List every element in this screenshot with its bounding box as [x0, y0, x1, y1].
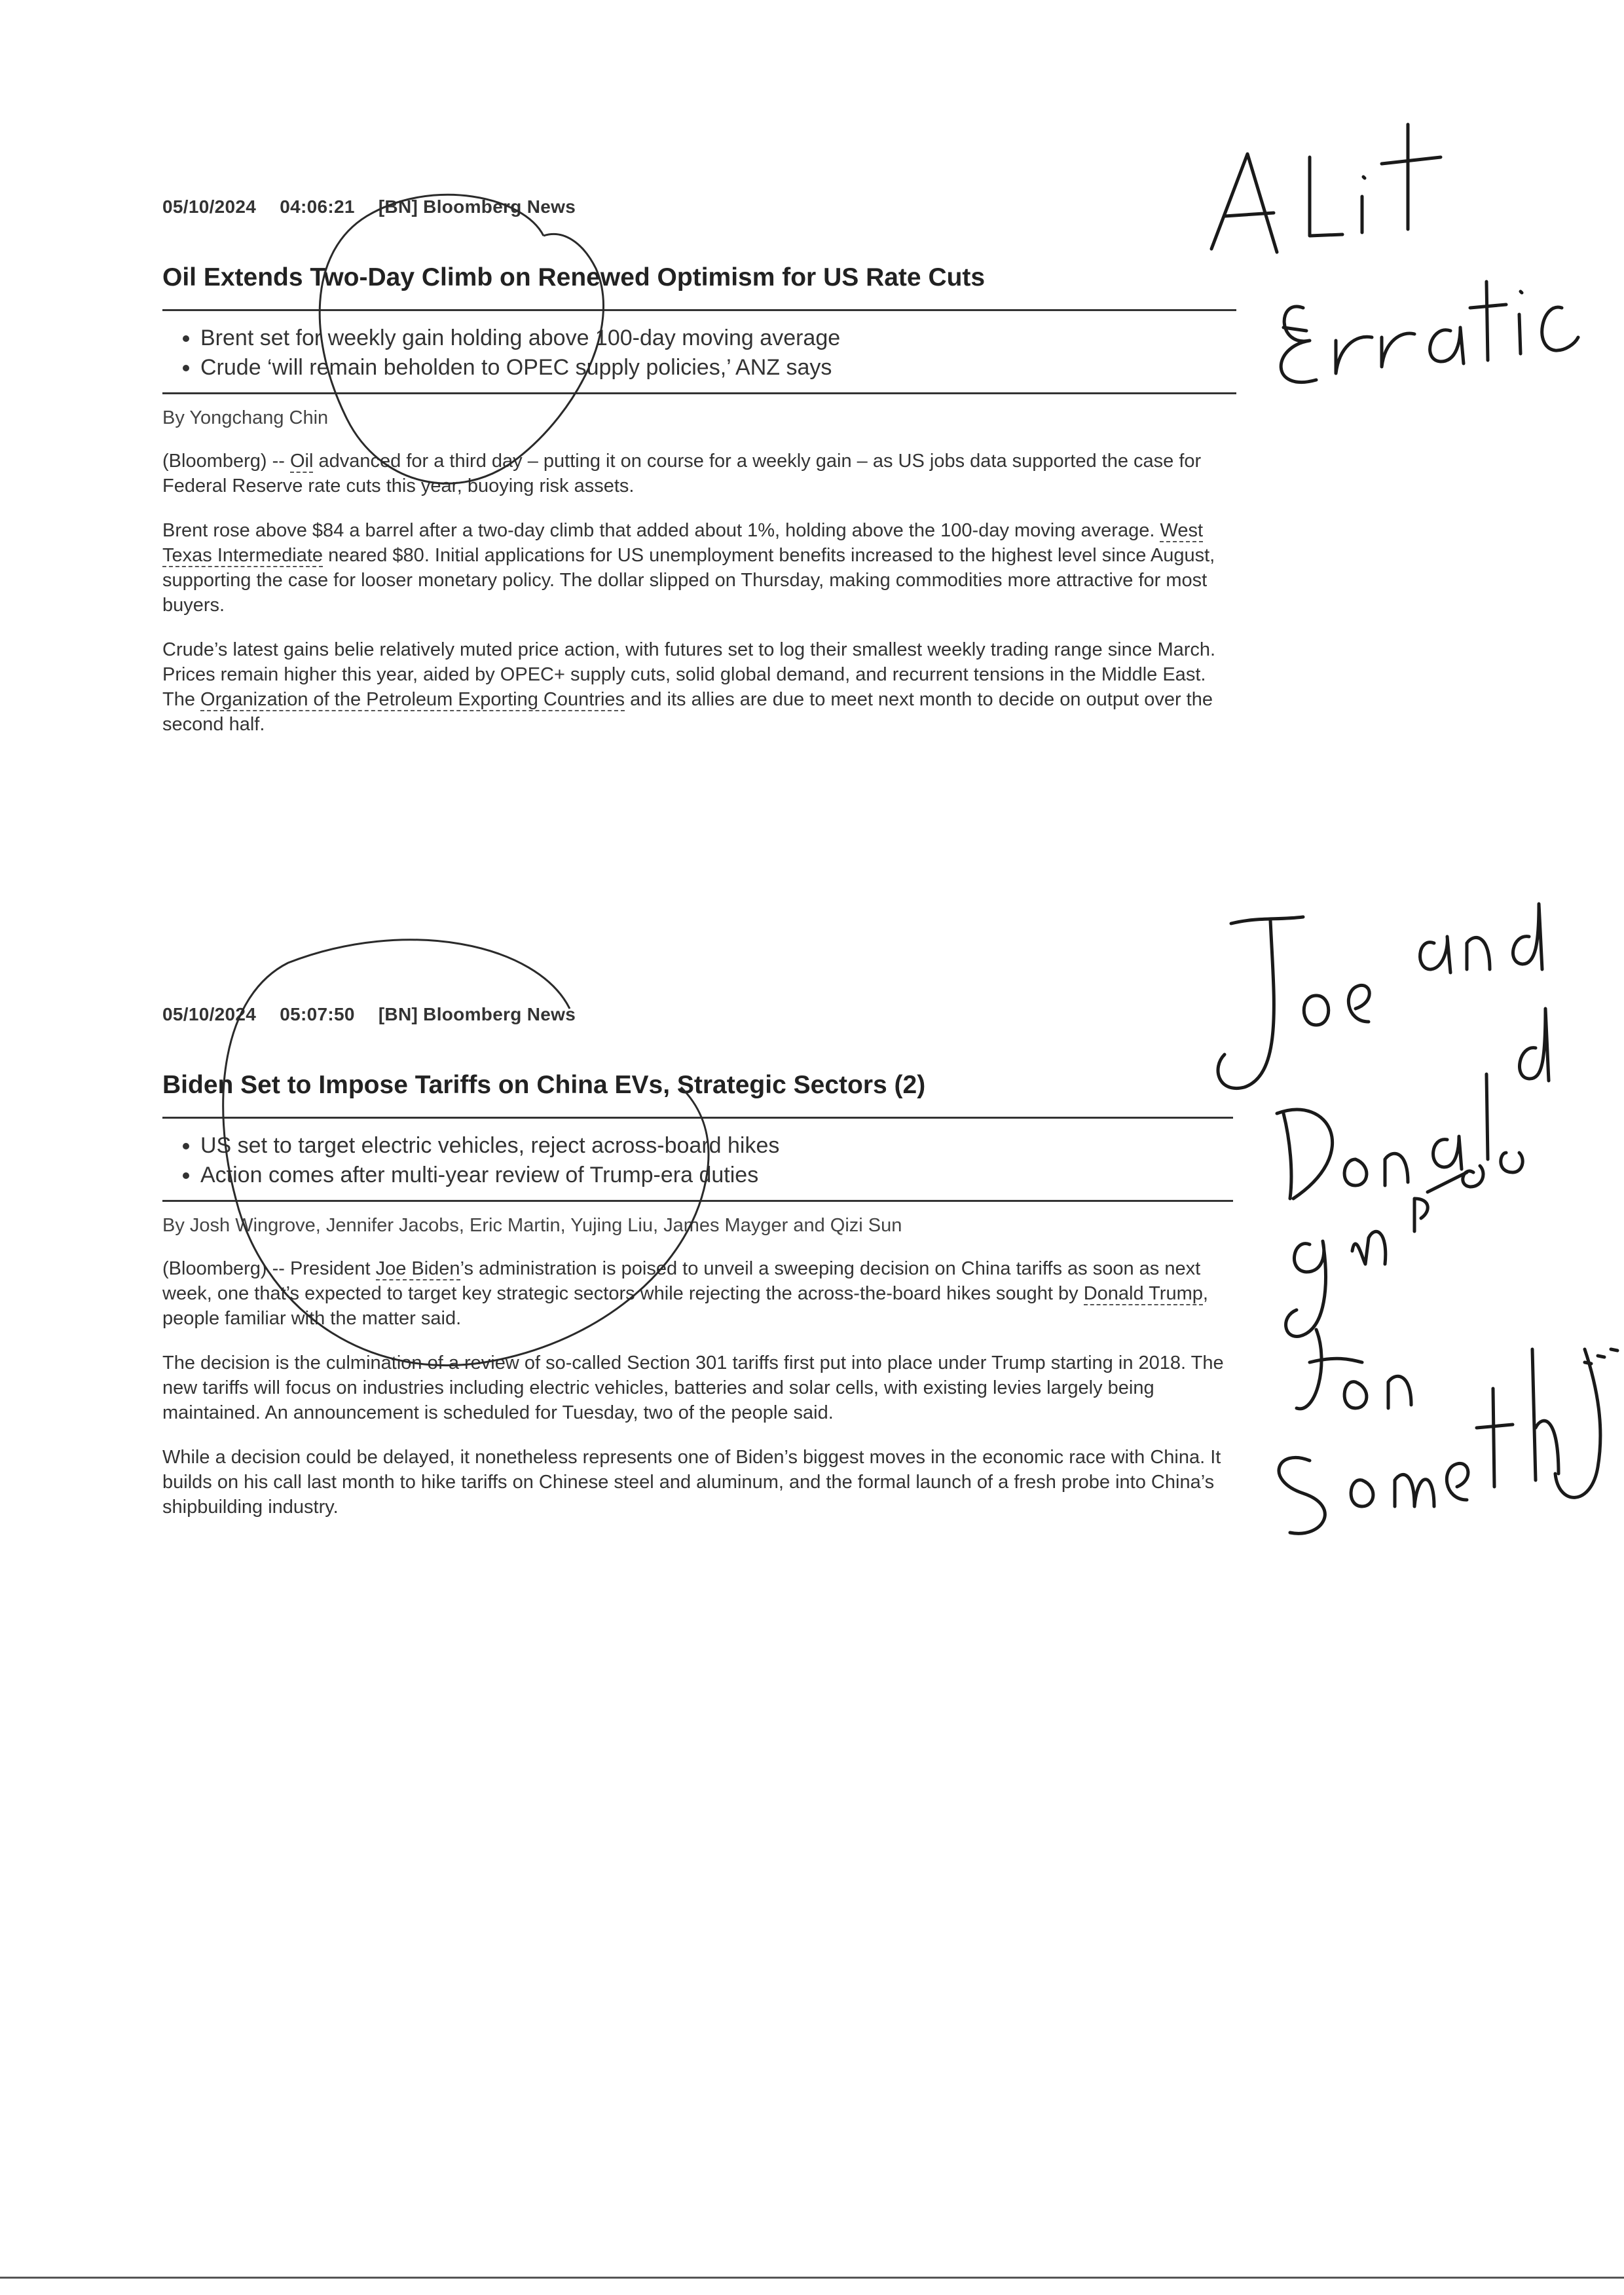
handwritten-note-a-lit-erratic	[1211, 124, 1578, 382]
summary-divider	[162, 1200, 1233, 1202]
link-wti[interactable]: West Texas Intermediate	[162, 520, 1204, 566]
summary-bullets	[162, 326, 1236, 381]
summary-divider	[162, 392, 1236, 394]
article-meta	[162, 196, 1236, 217]
summary-bullets	[162, 1133, 1233, 1188]
article-headline: Oil Extends Two-Day Climb on Renewed Optimism for US Rate Cuts	[162, 263, 986, 291]
link-donald-trump[interactable]: Donald Trump	[1083, 1283, 1203, 1304]
headline-divider	[162, 1117, 1233, 1119]
article-headline: Biden Set to Impose Tariffs on China EVs, Strategic Sectors (2)	[162, 1071, 926, 1099]
body-paragraph: While a decision could be delayed, it nonetheless represents one of Biden’s biggest moves in the economic race with China. It builds on his call last month to hike tariffs on Chinese steel and aluminum, and the formal launch of a fresh probe into China’s shipbuilding industry.	[162, 1447, 1221, 1518]
link-oil[interactable]: Oil	[290, 451, 314, 472]
body-paragraph	[162, 1256, 1233, 1331]
article-meta	[162, 1004, 1233, 1025]
article-date: 05/10/2024	[162, 1004, 257, 1024]
body-paragraph	[162, 637, 1236, 737]
summary-bullet: • Brent set for weekly gain holding above 100-day moving average	[200, 326, 1236, 351]
article-oil	[162, 196, 1236, 737]
link-joe-biden[interactable]: Joe Biden	[375, 1258, 460, 1279]
paragraph-text: neared $80. Initial applications for US unemployment benefits increased to the highest level since August, supporting the case for looser monetary policy. The dollar slipped on Thursday, making commodities more attractive for most buyers.	[162, 545, 1215, 616]
headline-divider	[162, 309, 1236, 311]
summary-bullet: • US set to target electric vehicles, reject across-board hikes	[200, 1133, 1233, 1159]
paragraph-text: ’s administration is poised to unveil a sweeping decision on China tariffs as soon as next week, one that’s expected to target key strategic sectors while rejecting the across-the-board hikes sought by	[162, 1258, 1201, 1304]
article-tariffs	[162, 1004, 1233, 1520]
paragraph-text: Crude’s latest gains belie relatively muted price action, with futures set to log their smallest weekly trading range since March. Prices remain higher this year, aided by OPEC+ supply cuts, solid global demand, and recurrent tensions in the Middle East. The	[162, 639, 1216, 710]
summary-bullet: • Crude ‘will remain beholden to OPEC supply policies,’ ANZ says	[200, 355, 1236, 381]
article-time: 05:07:50	[280, 1004, 355, 1024]
body-paragraph	[162, 449, 1236, 498]
page-bottom-rule	[0, 2277, 1624, 2279]
byline: By Yongchang Chin	[162, 407, 329, 428]
paragraph-text: and its allies are due to meet next month to decide on output over the second half.	[162, 689, 1213, 735]
article-source: [BN] Bloomberg News	[378, 196, 576, 217]
paragraph-text: (Bloomberg) -- President	[162, 1258, 376, 1279]
paragraph-text: Brent rose above $84 a barrel after a two-day climb that added about 1%, holding above the 100-day moving average.	[162, 520, 1160, 541]
summary-bullet: • Action comes after multi-year review of Trump-era duties	[200, 1163, 1233, 1188]
byline: By Josh Wingrove, Jennifer Jacobs, Eric Martin, Yujing Liu, James Mayger and Qizi Sun	[162, 1215, 902, 1236]
body-paragraph: The decision is the culmination of a review of so-called Section 301 tariffs first put into place under Trump starting in 2018. The new tariffs will focus on industries including electric vehicles, batteries and solar cells, with existing levies largely being maintained. An announcement is scheduled for Tuesday, two of the people said.	[162, 1353, 1224, 1423]
article-source: [BN] Bloomberg News	[378, 1004, 576, 1024]
article-date: 05/10/2024	[162, 196, 257, 217]
paragraph-text: advanced for a third day – putting it on course for a weekly gain – as US jobs data supported the case for Federal Reserve rate cuts this year, buoying risk assets.	[162, 451, 1202, 496]
link-opec[interactable]: Organization of the Petroleum Exporting Countries	[200, 689, 625, 710]
paragraph-text: (Bloomberg) --	[162, 451, 290, 472]
body-paragraph	[162, 518, 1236, 618]
paragraph-text: , people familiar with the matter said.	[162, 1283, 1208, 1329]
article-time: 04:06:21	[280, 196, 355, 217]
handwritten-note-joe-and-donald	[1218, 904, 1617, 1533]
